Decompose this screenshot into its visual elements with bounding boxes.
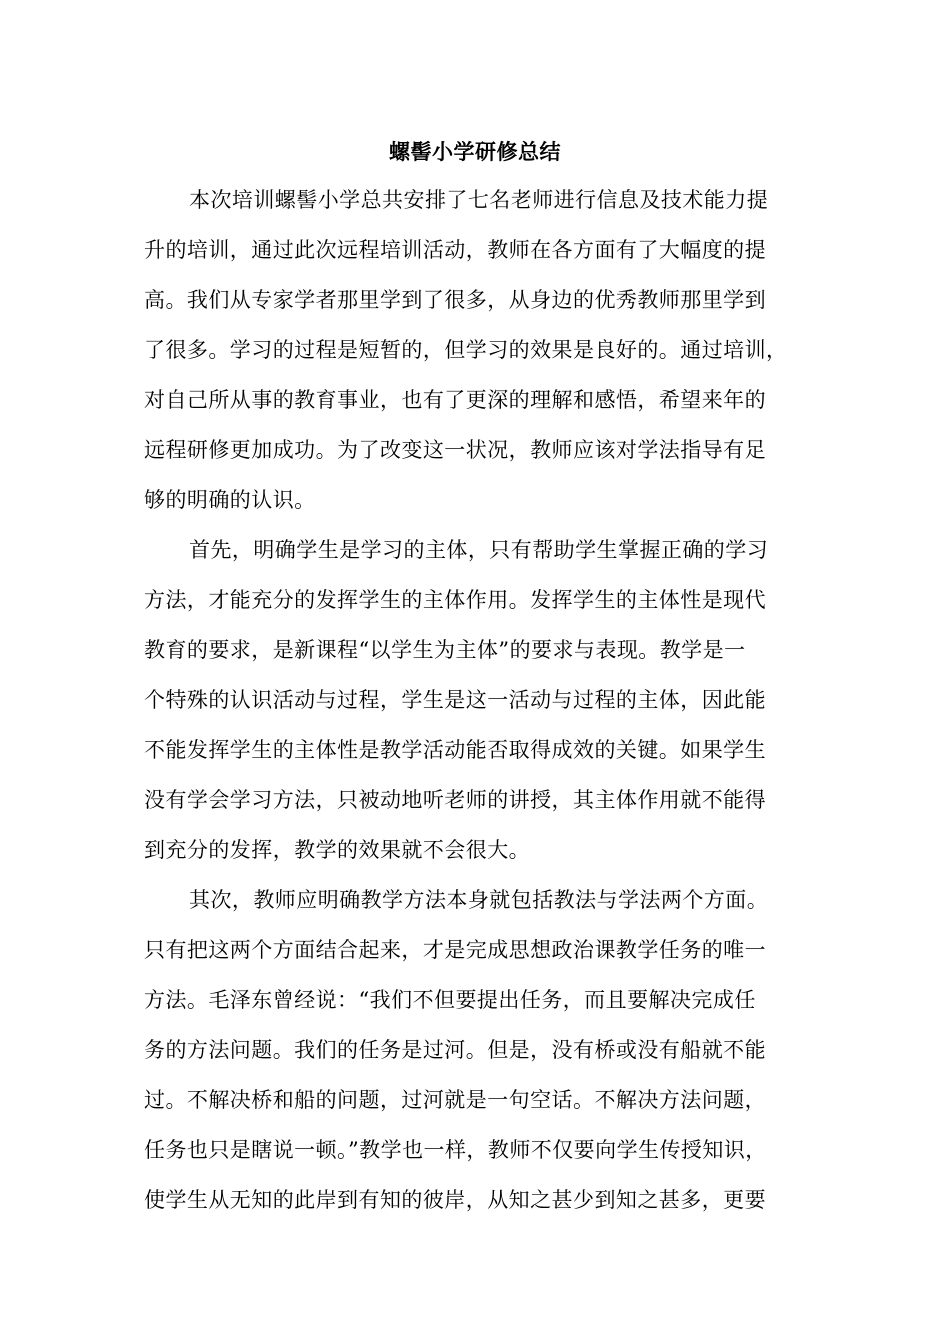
paragraph-2-line-7: 到充分的发挥，教学的效果就不会很大。 [144,838,531,862]
paragraph-3-line-5: 过。不解决桥和船的问题，过河就是一句空话。不解决方法问题， [144,1088,767,1112]
paragraph-1-line-4: 了很多。学习的过程是短暂的，但学习的效果是良好的。通过培训， [144,338,788,362]
paragraph-2-line-5: 不能发挥学生的主体性是教学活动能否取得成效的关键。如果学生 [144,738,767,762]
paragraph-2-line-1: 首先，明确学生是学习的主体，只有帮助学生掌握正确的学习 [189,538,769,562]
paragraph-2-line-2: 方法，才能充分的发挥学生的主体作用。发挥学生的主体性是现代 [144,588,767,612]
paragraph-3-line-6: 任务也只是瞎说一顿。”教学也一样，教师不仅要向学生传授知识， [144,1138,767,1162]
paragraph-2-line-3: 教育的要求，是新课程“以学生为主体”的要求与表现。教学是一 [144,638,746,662]
paragraph-2-line-6: 没有学会学习方法，只被动地听老师的讲授，其主体作用就不能得 [144,788,767,812]
document-title: 螺髻小学研修总结 [389,139,561,164]
paragraph-3-line-2: 只有把这两个方面结合起来，才是完成思想政治课教学任务的唯一 [144,938,767,962]
paragraph-1-line-3: 高。我们从专家学者那里学到了很多，从身边的优秀教师那里学到 [144,288,767,312]
paragraph-3-line-1: 其次，教师应明确教学方法本身就包括教法与学法两个方面。 [189,888,769,912]
paragraph-1-line-2: 升的培训，通过此次远程培训活动，教师在各方面有了大幅度的提 [144,238,767,262]
paragraph-3-line-4: 务的方法问题。我们的任务是过河。但是，没有桥或没有船就不能 [144,1038,767,1062]
paragraph-3-line-3: 方法。毛泽东曾经说：“我们不但要提出任务，而且要解决完成任 [144,988,756,1012]
paragraph-3-line-7: 使学生从无知的此岸到有知的彼岸，从知之甚少到知之甚多，更要 [144,1188,767,1212]
paragraph-1-line-5: 对自己所从事的教育事业，也有了更深的理解和感悟，希望来年的 [144,388,767,412]
paragraph-1-line-1: 本次培训螺髻小学总共安排了七名老师进行信息及技术能力提 [189,188,769,212]
paragraph-1-line-7: 够的明确的认识。 [144,488,316,512]
paragraph-2-line-4: 个特殊的认识活动与过程，学生是这一活动与过程的主体，因此能 [144,688,767,712]
paragraph-1-line-6: 远程研修更加成功。为了改变这一状况，教师应该对学法指导有足 [144,438,767,462]
